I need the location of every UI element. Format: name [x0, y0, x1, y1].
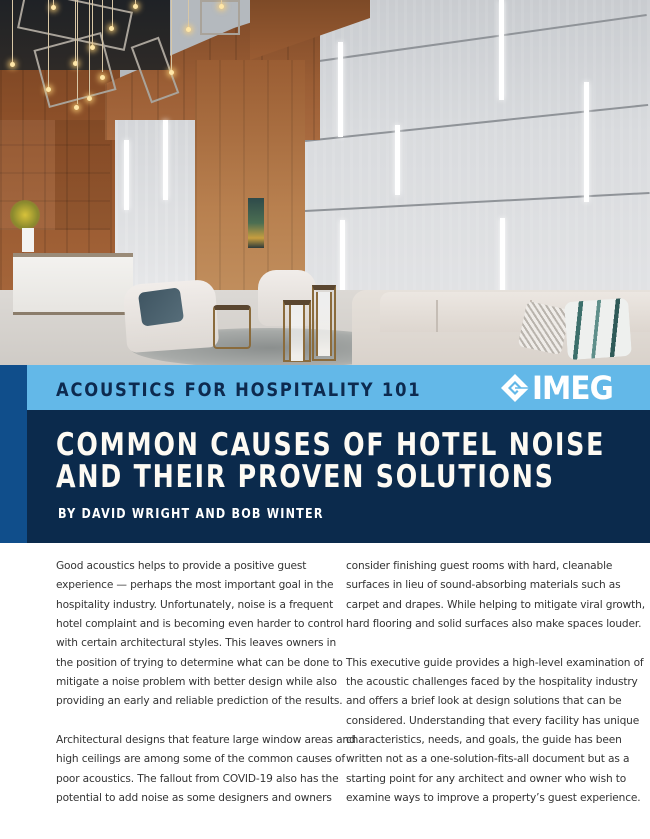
imeg-logo [500, 371, 620, 405]
pendant-bulb [100, 75, 105, 80]
accent-bar [0, 365, 27, 543]
text-line: surfaces in lieu of sound-absorbing materials such as [346, 579, 621, 592]
light-strip [163, 120, 168, 200]
pendant-bulb [219, 4, 224, 9]
text-line: Good acoustics helps to provide a positive guest [56, 560, 307, 572]
pendant-wire [89, 0, 90, 97]
pendant-bulb [74, 105, 79, 110]
vase [22, 228, 34, 252]
title-line-1: COMMON CAUSES OF HOTEL NOISE [56, 427, 606, 463]
hourglass [289, 305, 305, 361]
text-line: This executive guide provides a high-level examination of [346, 656, 644, 669]
pendant-wire [102, 0, 103, 72]
wall-art [248, 198, 264, 248]
paragraph [346, 557, 646, 634]
pendant-wire [112, 0, 113, 27]
body-column-right [346, 557, 646, 828]
light-strip [124, 140, 129, 210]
hero-photo [0, 0, 650, 365]
pendant-wire [75, 0, 76, 62]
pendant-bulb [169, 70, 174, 75]
byline: BY DAVID WRIGHT AND BOB WINTER [58, 507, 324, 522]
text-line: considered. Understanding that every facility has unique [346, 714, 640, 727]
light-strip [395, 125, 400, 195]
text-line: poor acoustics. The fallout from COVID-19 also has the [56, 772, 339, 785]
text-line: with certain architectural styles. This leaves owners in [56, 637, 337, 650]
pendant-wire [48, 0, 49, 88]
text-line: carpet and drapes. While helping to mitigate viral growth, [346, 598, 645, 611]
pendant-wire [188, 0, 189, 27]
hourglass [316, 292, 332, 356]
text-line: potential to add noise as some designers and owners [56, 792, 332, 805]
plant [10, 200, 40, 230]
pendant-wire [171, 0, 172, 70]
text-line: experience — perhaps the most important goal in the [56, 579, 334, 592]
series-title: ACOUSTICS FOR HOSPITALITY 101 [56, 379, 422, 401]
light-strip [499, 0, 504, 100]
reception-desk [13, 253, 133, 315]
pendant-bulb [46, 87, 51, 92]
text-line: the acoustic challenges faced by the hospitality industry [346, 676, 638, 689]
title-line-2: AND THEIR PROVEN SOLUTIONS [56, 459, 555, 495]
text-line: high ceilings are among some of the common causes of [56, 753, 345, 766]
pendant-bulb [10, 62, 15, 67]
pendant-bulb [133, 4, 138, 9]
text-line: providing an early and reliable prediction of the results. [56, 695, 343, 708]
text-line: and offers a brief look at design solutions that can be [346, 695, 622, 708]
text-line: written not as a one-solution-fits-all document but as a [346, 753, 630, 766]
text-line: hospitality industry. Unfortunately, noise is a frequent [56, 598, 334, 611]
pillow [518, 301, 571, 355]
imeg-diamond-icon [500, 373, 530, 403]
text-line: starting point for any architect and owner who wish to [346, 772, 627, 785]
text-line: consider finishing guest rooms with hard, cleanable [346, 560, 613, 572]
pillow [138, 287, 184, 327]
pendant-bulb [186, 27, 191, 32]
pendant-bulb [51, 5, 56, 10]
text-line: characteristics, needs, and goals, the guide has been [346, 734, 622, 747]
curtain-wall [305, 0, 650, 330]
logo-wordmark: IMEG [532, 369, 613, 407]
paragraph [56, 731, 356, 808]
pendant-bulb [90, 45, 95, 50]
text-line: hotel complaint and is becoming even harder to control [56, 618, 344, 631]
sofa-divider [436, 300, 438, 332]
light-strip [500, 218, 505, 300]
text-line: hard flooring and solid surfaces also make spaces louder. [346, 618, 642, 631]
side-table [213, 305, 251, 349]
pendant-bulb [87, 96, 92, 101]
paragraph [56, 557, 346, 712]
pillow [564, 298, 632, 360]
body-column-left [56, 557, 356, 828]
text-line: mitigate a noise problem with better design while also [56, 676, 337, 689]
text-line: examine ways to improve a property’s guest experience. [346, 792, 641, 805]
pendant-wire [77, 0, 78, 104]
light-strip [340, 220, 345, 300]
text-line: Architectural designs that feature large window areas and [56, 734, 356, 747]
pendant-wire [92, 0, 93, 45]
light-strip [584, 82, 589, 202]
pendant-bulb [109, 26, 114, 31]
pendant-wire [12, 0, 13, 62]
paragraph [346, 654, 646, 809]
page-title [56, 429, 605, 493]
text-line: the position of trying to determine what can be done to [56, 656, 343, 669]
light-strip [338, 42, 343, 137]
